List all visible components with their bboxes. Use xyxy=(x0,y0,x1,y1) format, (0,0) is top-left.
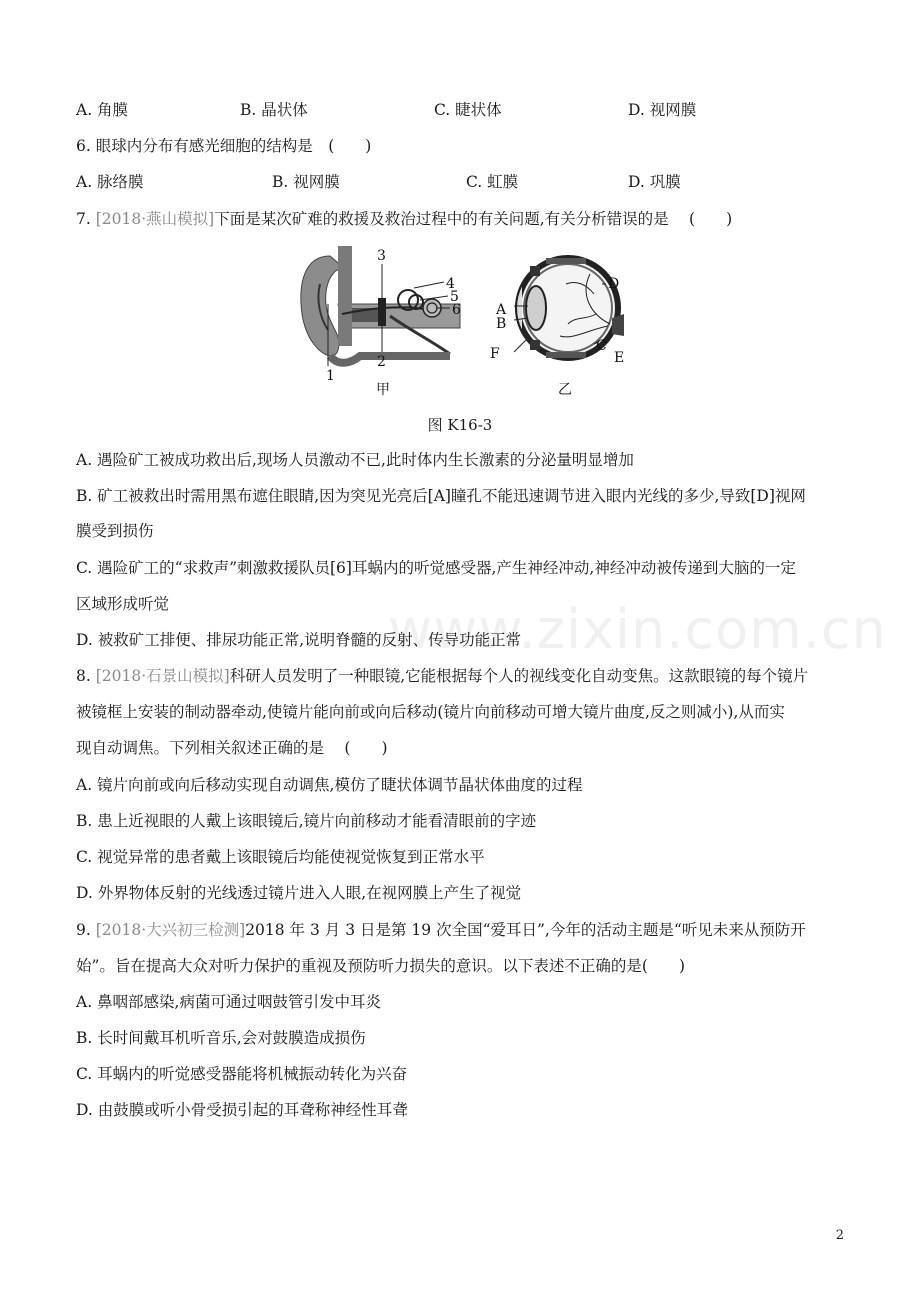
watermark: www.zixin.com.cn xyxy=(388,598,887,661)
eye-label-e: E xyxy=(614,350,625,366)
q8-option-c: C. 视觉异常的患者戴上该眼镜后均能使视觉恢复到正常水平 xyxy=(76,848,485,866)
figure-ear-eye xyxy=(290,244,640,404)
q9-option-c: C. 耳蜗内的听觉感受器能将机械振动转化为兴奋 xyxy=(76,1065,408,1083)
q5-option-b: B. 晶状体 xyxy=(240,101,308,119)
q8-option-b: B. 患上近视眼的人戴上该眼镜后,镜片向前移动才能看清眼前的字迹 xyxy=(76,812,537,830)
q8-stem-line-2: 被镜框上安装的制动器牵动,使镜片能向前或向后移动(镜片向前移动可增大镜片曲度,反之则减小),从而实 xyxy=(76,703,785,721)
q8-option-d: D. 外界物体反射的光线透过镜片进入人眼,在视网膜上产生了视觉 xyxy=(76,884,522,902)
q9-option-a: A. 鼻咽部感染,病菌可通过咽鼓管引发中耳炎 xyxy=(76,993,381,1011)
q7-option-d: D. 被救矿工排便、排尿功能正常,说明脊髓的反射、传导功能正常 xyxy=(76,631,522,649)
ear-caption: 甲 xyxy=(376,382,390,398)
q8-option-a: A. 镜片向前或向后移动实现自动调焦,模仿了睫状体调节晶状体曲度的过程 xyxy=(76,776,583,794)
q5-option-a: A. 角膜 xyxy=(76,101,129,119)
eye-label-f: F xyxy=(490,346,500,362)
ear-label-1: 1 xyxy=(326,368,335,384)
q7-stem-line xyxy=(76,209,732,229)
q9-stem-line-2: 始”。旨在提高大众对听力保护的重视及预防听力损失的意识。以下表述不正确的是( ) xyxy=(76,957,686,975)
q7-option-c: C. 遇险矿工的“求救声”刺激救援队员[6]耳蜗内的听觉感受器,产生神经冲动,神经冲动被传递到大脑的一定 xyxy=(76,559,796,577)
q9-option-d: D. 由鼓膜或听小骨受损引起的耳聋称神经性耳聋 xyxy=(76,1101,408,1119)
ear-label-2: 2 xyxy=(377,354,386,370)
q7-option-a: A. 遇险矿工被成功救出后,现场人员激动不已,此时体内生长激素的分泌量明显增加 xyxy=(76,451,634,469)
ear-label-6: 6 xyxy=(452,302,461,318)
q6-option-c: C. 虹膜 xyxy=(466,173,519,191)
eye-label-a: A xyxy=(496,302,507,318)
q7-option-c-cont: 区域形成听觉 xyxy=(76,595,170,613)
q6-stem: 6. 眼球内分布有感光细胞的结构是 ( ) xyxy=(76,137,372,155)
page-number: 2 xyxy=(835,1228,844,1243)
q9-option-b: B. 长时间戴耳机听音乐,会对鼓膜造成损伤 xyxy=(76,1029,366,1047)
q5-option-c: C. 睫状体 xyxy=(434,101,502,119)
q8-source-tag: [2018·石景山模拟] xyxy=(95,667,230,685)
q6-option-b: B. 视网膜 xyxy=(272,173,340,191)
q7-number: 7. xyxy=(76,210,96,228)
q7-option-b-cont: 膜受到损伤 xyxy=(76,522,154,540)
q8-stem-line-1 xyxy=(76,666,808,686)
q8-stem-1: 科研人员发明了一种眼镜,它能根据每个人的视线变化自动变焦。这款眼镜的每个镜片 xyxy=(229,667,809,685)
ear-label-3: 3 xyxy=(377,248,386,264)
q8-number: 8. xyxy=(76,667,96,685)
q9-stem-line-1 xyxy=(76,920,806,940)
q9-stem-1: 2018 年 3 月 3 日是第 19 次全国“爱耳日”,今年的活动主题是“听见未来从预防开 xyxy=(245,921,806,939)
eye-label-b: B xyxy=(496,316,507,332)
q6-option-d: D. 巩膜 xyxy=(628,173,681,191)
eye-caption: 乙 xyxy=(558,382,572,398)
eye-label-d: D xyxy=(608,276,620,292)
q7-option-b: B. 矿工被救出时需用黑布遮住眼睛,因为突见光亮后[A]瞳孔不能迅速调节进入眼内光线的多少,导致[D]视网 xyxy=(76,487,806,505)
eye-label-c: C xyxy=(596,338,607,354)
q9-source-tag: [2018·大兴初三检测] xyxy=(95,921,246,939)
ear-label-5: 5 xyxy=(450,289,459,305)
ear-diagram xyxy=(301,246,460,366)
q5-option-d: D. 视网膜 xyxy=(628,101,697,119)
q7-stem: 下面是某次矿难的救援及救治过程中的有关问题,有关分析错误的是 ( ) xyxy=(214,210,733,228)
q7-source-tag: [2018·燕山模拟] xyxy=(95,210,215,228)
q6-option-a: A. 脉络膜 xyxy=(76,173,144,191)
eye-diagram xyxy=(514,258,624,358)
q8-stem-line-3: 现自动调焦。下列相关叙述正确的是 ( ) xyxy=(76,739,388,757)
figure-caption: 图 K16-3 xyxy=(427,416,493,434)
ear-label-4: 4 xyxy=(446,276,455,292)
q9-number: 9. xyxy=(76,921,96,939)
